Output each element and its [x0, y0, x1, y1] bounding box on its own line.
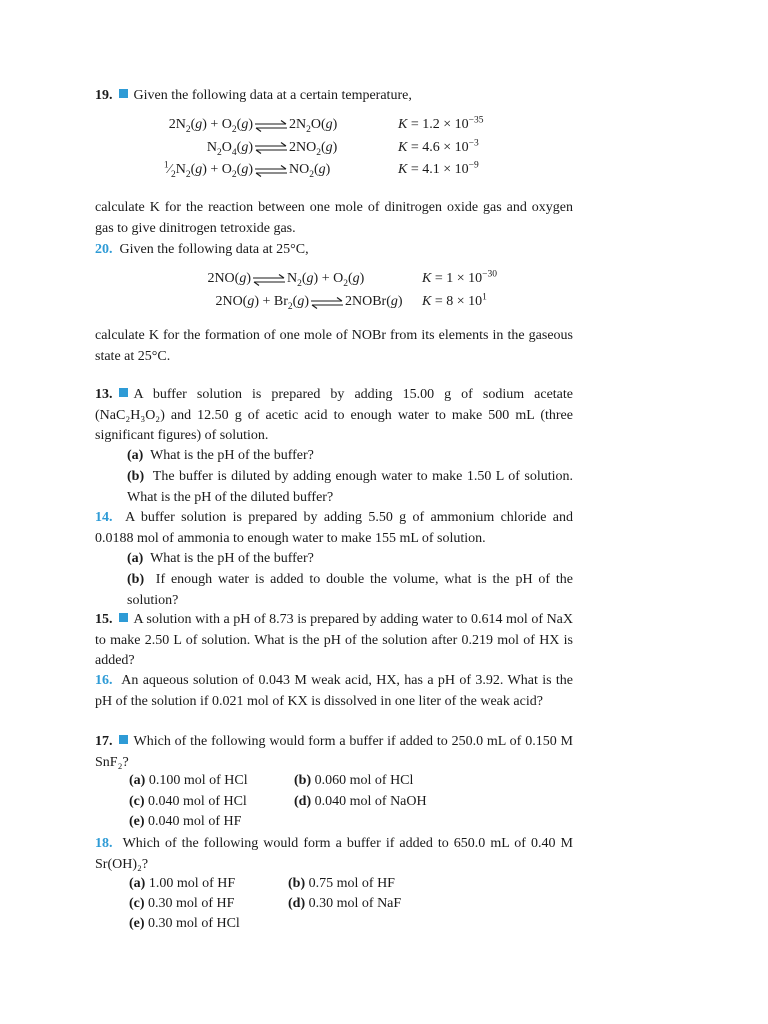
problem-number: 19.	[95, 88, 113, 103]
part-label: (a)	[127, 448, 144, 463]
problem-intro: Which of the following would form a buffer if added to 250.0 mL of 0.150 M SnF₂?	[95, 734, 573, 770]
option-label: (b)	[294, 773, 312, 788]
part-text: What is the pH of the buffer?	[150, 448, 314, 463]
equilibrium-arrow-icon	[254, 115, 288, 137]
part-text: What is the pH of the buffer?	[150, 551, 314, 566]
equation-row	[0, 268, 768, 291]
equilibrium-arrow-icon	[254, 138, 288, 160]
option-label: (e)	[129, 814, 145, 829]
problem-14	[95, 508, 573, 549]
option-text: 0.060 mol of HCl	[314, 773, 414, 788]
problem-13	[95, 385, 573, 447]
problem-15	[95, 610, 573, 672]
problem-20-question: calculate K for the formation of one mole of NOBr from its elements in the gaseous state at 25°C.	[95, 328, 573, 364]
option-label: (d)	[294, 794, 312, 809]
products: $2NO_2(g)$	[289, 139, 338, 158]
option-text: 0.30 mol of HF	[148, 896, 235, 911]
equilibrium-arrow-icon	[252, 269, 286, 291]
reactants: $2N_2(g) + O_2(g)$	[168, 117, 253, 135]
problem-intro: Given the following data at 25°C,	[119, 242, 309, 257]
problem-14-part-a	[127, 549, 573, 570]
reactants: $2NO(g) + Br_2(g)$	[215, 294, 309, 312]
problem-13-part-b	[127, 467, 573, 508]
products: $2N_2O(g)$	[289, 117, 338, 135]
reactants: 2NO(g)	[207, 271, 251, 286]
k-value: $K = 4.1 \times 10^{-9}$	[398, 160, 479, 177]
option-e	[129, 916, 240, 932]
square-marker-icon	[119, 89, 128, 98]
option-text: 0.30 mol of NaF	[308, 896, 402, 911]
problem-text: A solution with a pH of 8.73 is prepared by adding water to 0.614 mol of NaX to make 2.50 L of solution. What is the pH of the solution after 0.219 mol of HX is added?	[95, 612, 573, 668]
problem-14-part-b	[127, 570, 573, 611]
problem-13-part-a	[127, 446, 573, 467]
problem-20	[95, 240, 573, 261]
problem-16	[95, 671, 573, 712]
problem-intro: A buffer solution is prepared by adding 5.50 g of ammonium chloride and 0.0188 mol of ammonia to enough water to make 155 mL of solution.	[95, 510, 574, 546]
k-value: $K = 1 \times 10^{-30}$	[422, 269, 497, 286]
reactants: $^1⁄_2N_2(g) + O_2(g)$	[163, 160, 253, 180]
option-b	[294, 773, 413, 789]
equation-row	[0, 137, 768, 160]
problem-number: 13.	[95, 387, 113, 402]
equilibrium-table-20	[0, 268, 768, 314]
option-c	[129, 794, 247, 810]
problem-number: 17.	[95, 734, 113, 749]
part-text: If enough water is added to double the volume, what is the pH of the solution?	[127, 572, 574, 608]
square-marker-icon	[119, 735, 128, 744]
option-text: 0.100 mol of HCl	[148, 773, 248, 788]
equilibrium-table-19	[0, 114, 768, 182]
option-label: (a)	[129, 773, 146, 788]
option-label: (d)	[288, 896, 306, 911]
option-label: (e)	[129, 916, 145, 931]
equilibrium-arrow-icon	[310, 292, 344, 314]
option-d	[288, 896, 401, 912]
option-text: 1.00 mol of HF	[148, 876, 236, 891]
part-label: (b)	[127, 469, 145, 484]
problem-number: 14.	[95, 510, 113, 525]
products: $NO_2(g)$	[289, 162, 331, 180]
equation-row	[0, 159, 768, 182]
k-value: $K = 1.2 \times 10^{-35}$	[398, 115, 484, 132]
option-text: 0.30 mol of HCl	[148, 916, 240, 931]
problem-19-question: calculate K for the reaction between one mole of dinitrogen oxide gas and oxygen gas to give dinitrogen tetroxide gas.	[95, 200, 573, 236]
option-label: (c)	[129, 794, 145, 809]
problem-intro: Which of the following would form a buffer if added to 650.0 mL of 0.40 M Sr(OH)₂?	[95, 836, 574, 872]
option-d	[294, 794, 427, 810]
option-label: (b)	[288, 876, 306, 891]
problem-18	[95, 834, 573, 875]
problem-number: 18.	[95, 836, 113, 851]
k-value: $K = 8 \times 10^1$	[422, 292, 487, 309]
option-a	[129, 773, 248, 789]
part-label: (a)	[127, 551, 144, 566]
problem-19	[95, 86, 573, 107]
equilibrium-arrow-icon	[254, 160, 288, 182]
equation-row	[0, 291, 768, 314]
option-b	[288, 876, 395, 892]
option-text: 0.040 mol of NaOH	[314, 794, 427, 809]
option-label: (a)	[129, 876, 146, 891]
square-marker-icon	[119, 613, 128, 622]
option-text: 0.040 mol of HF	[148, 814, 242, 829]
option-c	[129, 896, 234, 912]
part-text: The buffer is diluted by adding enough water to make 1.50 L of solution. What is the pH of the diluted buffer?	[127, 469, 574, 505]
part-label: (b)	[127, 572, 145, 587]
problem-number: 20.	[95, 242, 113, 257]
products: $N_2(g) + O_2(g)$	[287, 271, 365, 289]
problem-17	[95, 732, 573, 773]
option-e	[129, 814, 241, 830]
square-marker-icon	[119, 388, 128, 397]
problem-intro: Given the following data at a certain temperature,	[133, 88, 412, 103]
problem-text: An aqueous solution of 0.043 M weak acid, HX, has a pH of 3.92. What is the pH of the solution if 0.021 mol of KX is dissolved in one liter of the weak acid?	[95, 673, 573, 709]
problem-intro: A buffer solution is prepared by adding 15.00 g of sodium acetate (NaC₂H₃O₂) and 12.50 g of acetic acid to enough water to make 500 mL (three significant figures) of solution.	[95, 387, 573, 443]
equation-row	[0, 114, 768, 137]
option-text: 0.040 mol of HCl	[148, 794, 247, 809]
option-label: (c)	[129, 896, 145, 911]
option-a	[129, 876, 235, 892]
k-value: $K = 4.6 \times 10^{-3}$	[398, 137, 479, 155]
problem-number: 15.	[95, 612, 113, 627]
products: 2NOBr(g)	[345, 294, 403, 309]
option-text: 0.75 mol of HF	[308, 876, 395, 891]
reactants: $N_2O_4(g)$	[206, 139, 253, 158]
problem-number: 16.	[95, 673, 113, 688]
